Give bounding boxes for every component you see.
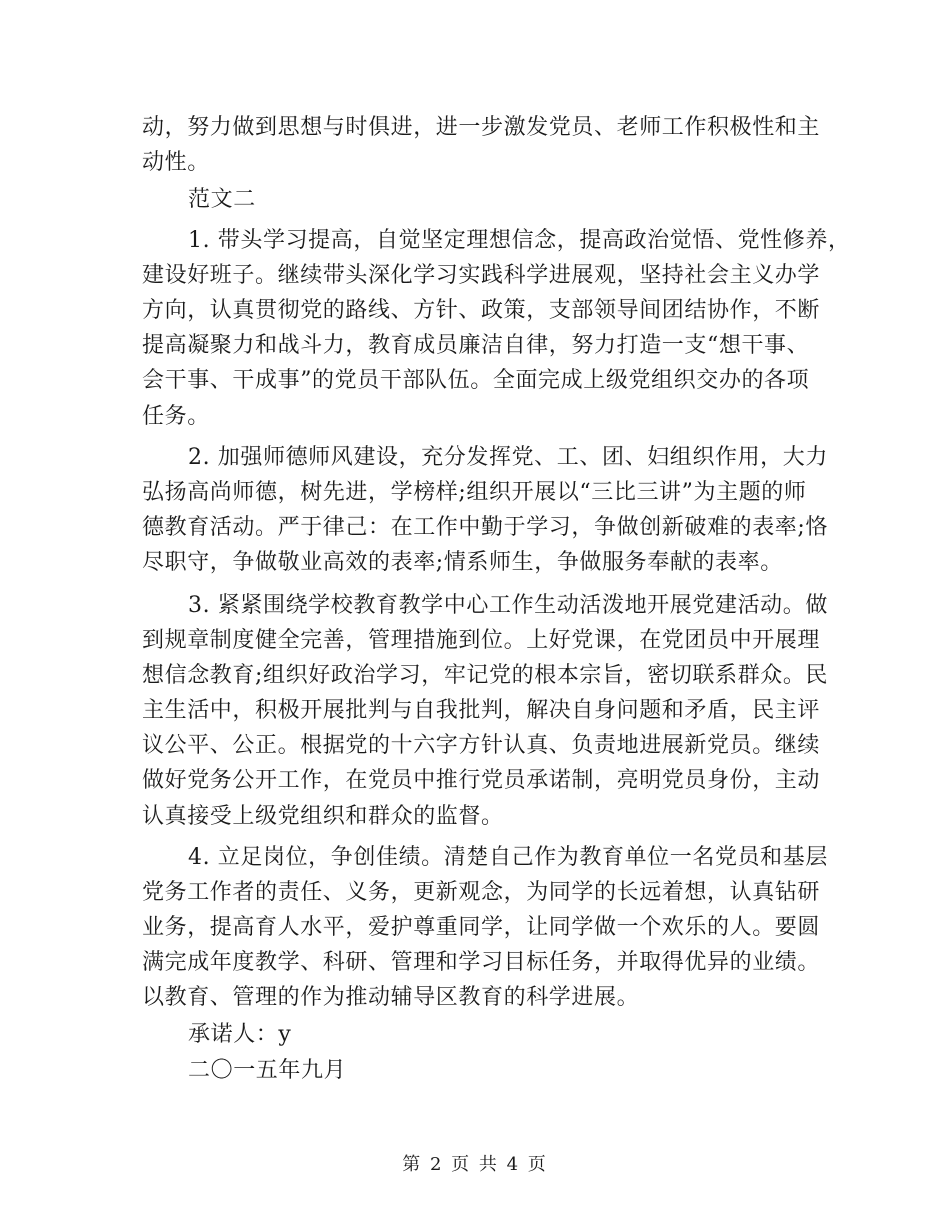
paragraph-line: 德教育活动。严于律己：在工作中勤于学习，争做创新破难的表率;恪 [142, 515, 829, 540]
paragraph-line: 弘扬高尚师德，树先进，学榜样;组织开展以“三比三讲”为主题的师 [142, 480, 807, 505]
paragraph-line: 提高凝聚力和战斗力，教育成员廉洁自律，努力打造一支“想干事、 [142, 333, 810, 358]
paragraph-line: 3. 紧紧围绕学校教育教学中心工作生动活泼地开展党建活动。做 [188, 593, 828, 618]
date-line: 二〇一五年九月 [188, 1058, 347, 1083]
signatory-line: 承诺人：y [188, 1022, 292, 1047]
paragraph-line: 动性。 [142, 150, 210, 175]
paragraph-line: 尽职守，争做敬业高效的表率;情系师生，争做服务奉献的表率。 [142, 550, 783, 575]
paragraph-line: 任务。 [142, 404, 210, 429]
paragraph-line: 会干事、干成事”的党员干部队伍。全面完成上级党组织交办的各项 [142, 368, 810, 393]
paragraph-line: 建设好班子。继续带头深化学习实践科学进展观，坚持社会主义办学 [142, 263, 821, 288]
paragraph-line: 满完成年度教学、科研、管理和学习目标任务，并取得优异的业绩。 [142, 950, 821, 975]
paragraph-line: 做好党务公开工作，在党员中推行党员承诺制，亮明党员身份，主动 [142, 768, 821, 793]
section-heading: 范文二 [188, 187, 256, 212]
paragraph-line: 1. 带头学习提高，自觉坚定理想信念，提高政治觉悟、党性修养， [188, 228, 851, 253]
paragraph-line: 动，努力做到思想与时俱进，进一步激发党员、老师工作积极性和主 [142, 115, 821, 140]
paragraph-line: 4. 立足岗位，争创佳绩。清楚自己作为教育单位一名党员和基层 [188, 845, 828, 870]
paragraph-line: 党务工作者的责任、义务，更新观念，为同学的长远着想，认真钻研 [142, 880, 821, 905]
paragraph-line: 主生活中，积极开展批判与自我批判，解决自身问题和矛盾，民主评 [142, 698, 821, 723]
paragraph-line: 议公平、公正。根据党的十六字方针认真、负责地进展新党员。继续 [142, 733, 821, 758]
paragraph-line: 2. 加强师德师风建设，充分发挥党、工、团、妇组织作用，大力 [188, 445, 828, 470]
paragraph-line: 想信念教育;组织好政治学习，牢记党的根本宗旨，密切联系群众。民 [142, 663, 829, 688]
paragraph-line: 认真接受上级党组织和群众的监督。 [142, 804, 504, 829]
paragraph-line: 方向，认真贯彻党的路线、方针、政策，支部领导间团结协作，不断 [142, 298, 821, 323]
paragraph-line: 到规章制度健全完善，管理措施到位。上好党课，在党团员中开展理 [142, 628, 821, 653]
paragraph-line: 以教育、管理的作为推动辅导区教育的科学进展。 [142, 985, 640, 1010]
page-number: 第 2 页 共 4 页 [402, 1154, 548, 1175]
paragraph-line: 业务，提高育人水平，爱护尊重同学，让同学做一个欢乐的人。要圆 [142, 915, 821, 940]
